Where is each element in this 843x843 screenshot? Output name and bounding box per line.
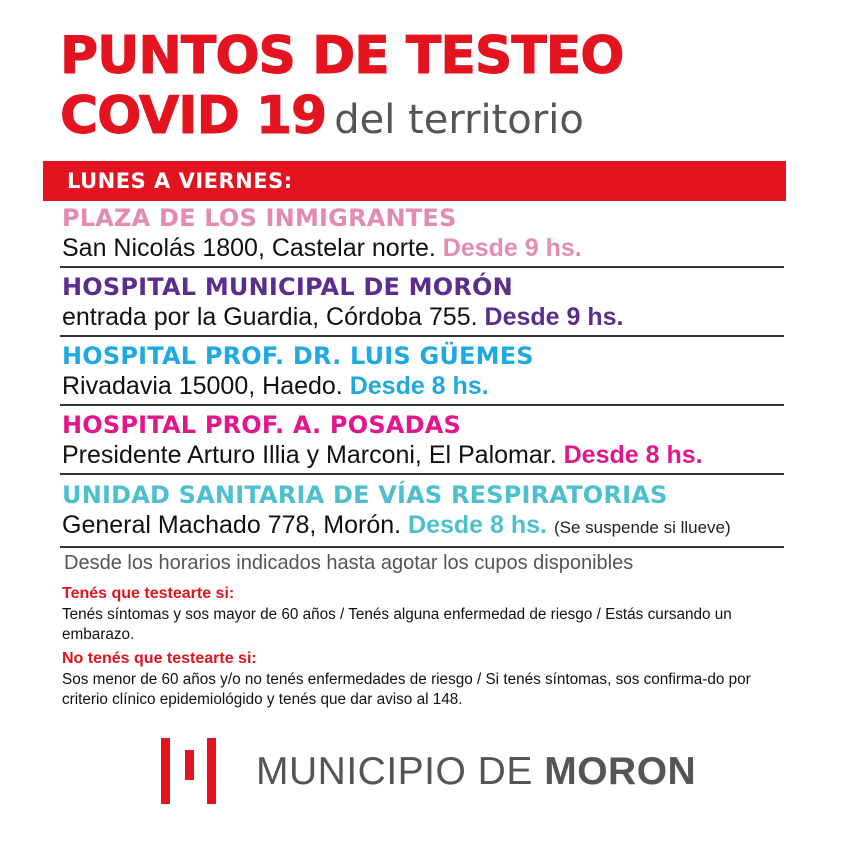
site-name: HOSPITAL MUNICIPAL DE MORÓN: [62, 273, 513, 301]
logo-text-bold: MORON: [544, 750, 697, 793]
site-address: Presidente Arturo Illia y Marconi, El Palomar.: [62, 441, 557, 469]
no-test-heading: No tenés que testearte si:: [62, 650, 257, 667]
must-test-body: Tenés síntomas y sos mayor de 60 años / Tenés alguna enfermedad de riesgo / Estás cursando un embarazo.: [62, 606, 732, 643]
site-address-line: [62, 302, 784, 332]
must-test-heading: Tenés que testearte si:: [62, 585, 235, 602]
availability-note: Desde los horarios indicados hasta agotar los cupos disponibles: [64, 552, 634, 574]
site-hours: Desde 9 hs.: [442, 234, 582, 262]
divider: [60, 335, 784, 337]
site-hours: Desde 9 hs.: [484, 303, 624, 331]
divider: [60, 266, 784, 268]
site-address: entrada por la Guardia, Córdoba 755.: [62, 303, 478, 331]
days-banner: [43, 161, 786, 201]
municipio-logo-text: [256, 750, 696, 794]
divider: [60, 473, 784, 475]
site-name: HOSPITAL PROF. DR. LUIS GÜEMES: [62, 342, 534, 370]
site-hours: Desde 8 hs.: [563, 441, 703, 469]
page-title: [60, 26, 624, 146]
logo-text-light: MUNICIPIO DE: [256, 750, 533, 793]
site-address-line: [62, 371, 784, 401]
days-banner-label: LUNES A VIERNES:: [67, 169, 293, 193]
site-address: General Machado 778, Morón.: [62, 511, 402, 539]
testing-site-entry: [62, 272, 784, 332]
testing-site-entry: [62, 480, 784, 543]
title-covid: COVID 19: [60, 86, 327, 146]
site-name: UNIDAD SANITARIA DE VÍAS RESPIRATORIAS: [62, 481, 668, 509]
testing-site-entry: [62, 410, 784, 470]
site-name: HOSPITAL PROF. A. POSADAS: [62, 411, 461, 439]
site-address-line: [62, 233, 784, 263]
title-line1: PUNTOS DE TESTEO: [60, 26, 624, 86]
site-address: Rivadavia 15000, Haedo.: [62, 372, 343, 400]
testing-site-entry: [62, 341, 784, 401]
divider: [60, 546, 784, 548]
divider: [60, 404, 784, 406]
site-address-line: [62, 440, 784, 470]
site-hours: Desde 8 hs.: [408, 511, 547, 539]
site-hours: Desde 8 hs.: [349, 372, 489, 400]
title-subtitle: del territorio: [334, 97, 584, 143]
site-address: San Nicolás 1800, Castelar norte.: [62, 234, 436, 262]
no-test-body: Sos menor de 60 años y/o no tenés enfermedades de riesgo / Si tenés síntomas, sos confirma-do por criterio clínico epidemiológido y tenés que dar aviso al 148.: [62, 671, 751, 708]
site-name: PLAZA DE LOS INMIGRANTES: [62, 204, 457, 232]
site-address-line: [62, 510, 784, 543]
testing-site-entry: [62, 203, 784, 263]
title-line2: [60, 86, 624, 146]
site-note: (Se suspende si llueve): [553, 518, 731, 537]
municipio-logo-icon: [161, 738, 227, 804]
